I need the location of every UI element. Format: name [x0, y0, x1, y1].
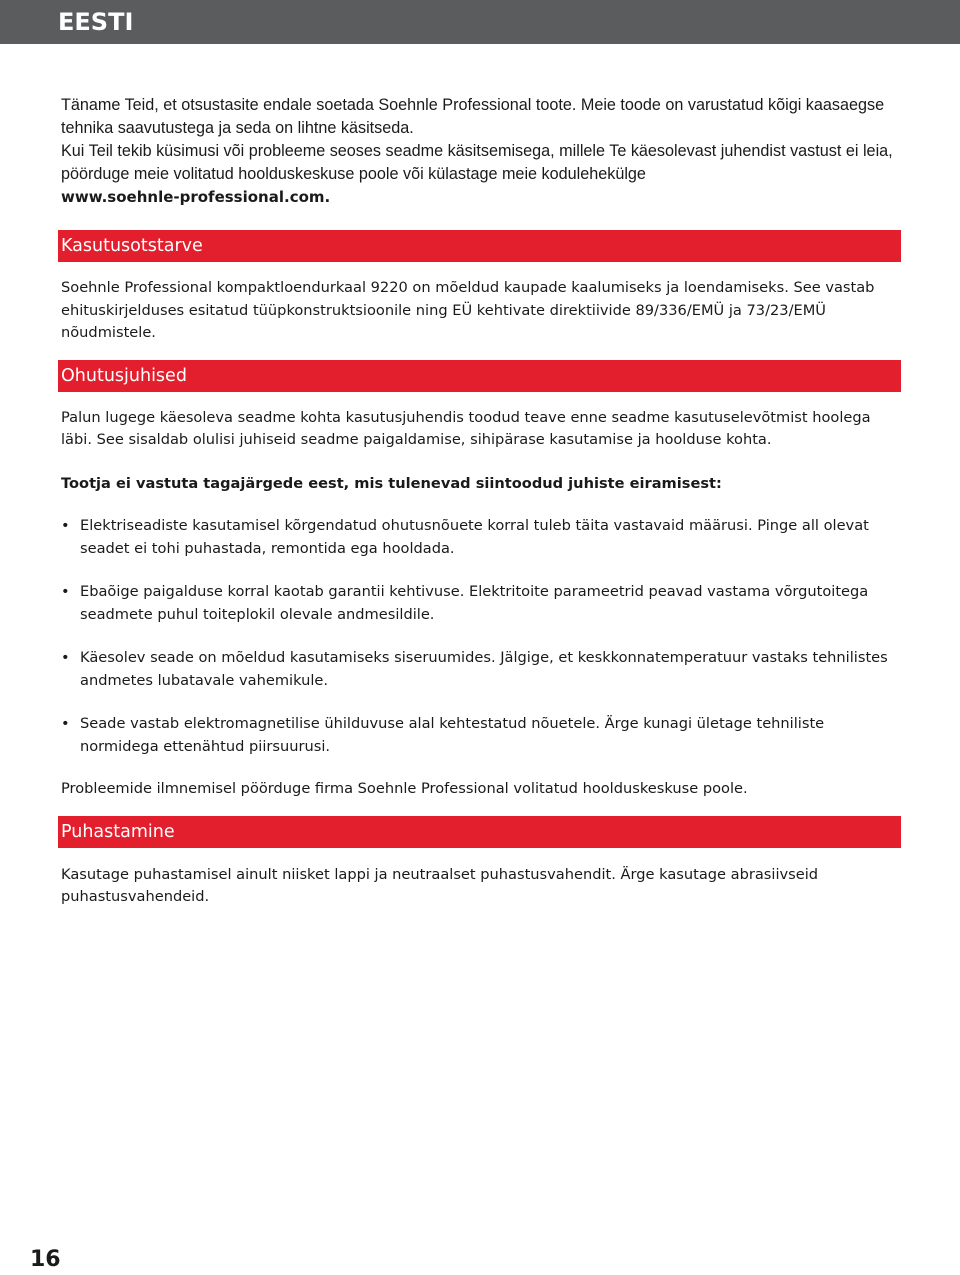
page-number: 16 [30, 1247, 61, 1272]
list-item [61, 581, 906, 626]
safety-bullet-list [61, 515, 906, 758]
bullet-icon: • [61, 649, 70, 666]
bullet-icon: • [61, 715, 70, 732]
usage-paragraph: Soehnle Professional kompaktloendurkaal 9220 on mõeldud kaupade kaalumiseks ja loendamiseks. See vastab ehituskirjelduses esitatud tüüpkonstruktsioonile ning EÜ kehtivate direktiivide 89/336/EMÜ ja 73/23/EMÜ nõudmistele. [61, 279, 875, 341]
safety-disclaimer: Tootja ei vastuta tagajärgede eest, mis tulenevad siintoodud juhiste eiramisest: [61, 474, 722, 492]
website-link[interactable]: www.soehnle-professional.com. [61, 188, 331, 206]
bullet-icon: • [61, 517, 70, 534]
section-header-safety [58, 360, 901, 392]
list-item [61, 515, 906, 560]
safety-paragraph: Palun lugege käesoleva seadme kohta kasutusjuhendis toodud teave enne seadme kasutuselevõtmist hoolega läbi. See sisaldab olulisi juhiseid seadme paigaldamise, sihipärase kasutamise ja hoolduse kohta. [61, 408, 871, 448]
intro-line-2: Kui Teil tekib küsimusi või probleeme seoses seadme käsitsemisega, millele Te käesolevast juhendist vastust ei leia, pöörduge meie volitatud hoolduskeskuse poole või külastage meie kodulehekülge [61, 142, 893, 183]
bullet-icon: • [61, 583, 70, 600]
section-header-cleaning [58, 816, 901, 848]
bullet-text: Ebaõige paigalduse korral kaotab garantii kehtivuse. Elektritoite parameetrid peavad vastama võrgutoitega seadmete puhul toiteplokil olevale andmesildile. [80, 583, 869, 623]
safety-closing: Probleemide ilmnemisel pöörduge firma Soehnle Professional volitatud hoolduskeskuse poole. [61, 780, 748, 797]
list-item [61, 647, 906, 692]
cleaning-paragraph: Kasutage puhastamisel ainult niisket lappi ja neutraalset puhastusvahendit. Ärge kasutage abrasiivseid puhastusvahendeid. [61, 865, 819, 905]
section-title-safety: Ohutusjuhised [61, 365, 187, 386]
bullet-text: Elektriseadiste kasutamisel kõrgendatud ohutusnõuete korral tuleb täita vastavaid määrusi. Pinge all olevat seadet ei tohi puhastada, remontida ega hooldada. [80, 517, 869, 557]
page-content [61, 94, 906, 909]
bullet-text: Seade vastab elektromagnetilise ühilduvuse alal kehtestatud nõuetele. Ärge kunagi ületage tehniliste normidega ettenähtud piirsuurusi. [80, 715, 825, 755]
section-title-usage: Kasutusotstarve [61, 236, 203, 256]
intro-paragraph [61, 94, 906, 209]
bullet-text: Käesolev seade on mõeldud kasutamiseks siseruumides. Jälgige, et keskkonnatemperatuur vastaks tehnilistes andmetes lubatavale vahemikule. [80, 649, 888, 689]
section-header-usage [58, 230, 901, 262]
list-item [61, 713, 906, 758]
language-header-bar [0, 0, 960, 44]
language-title: EESTI [58, 8, 134, 36]
section-title-cleaning: Puhastamine [61, 821, 175, 842]
intro-line-1: Täname Teid, et otsustasite endale soetada Soehnle Professional toote. Meie toode on varustatud kõigi kaasaegse tehnika saavutustega ja seda on lihtne käsitseda. [61, 96, 885, 137]
